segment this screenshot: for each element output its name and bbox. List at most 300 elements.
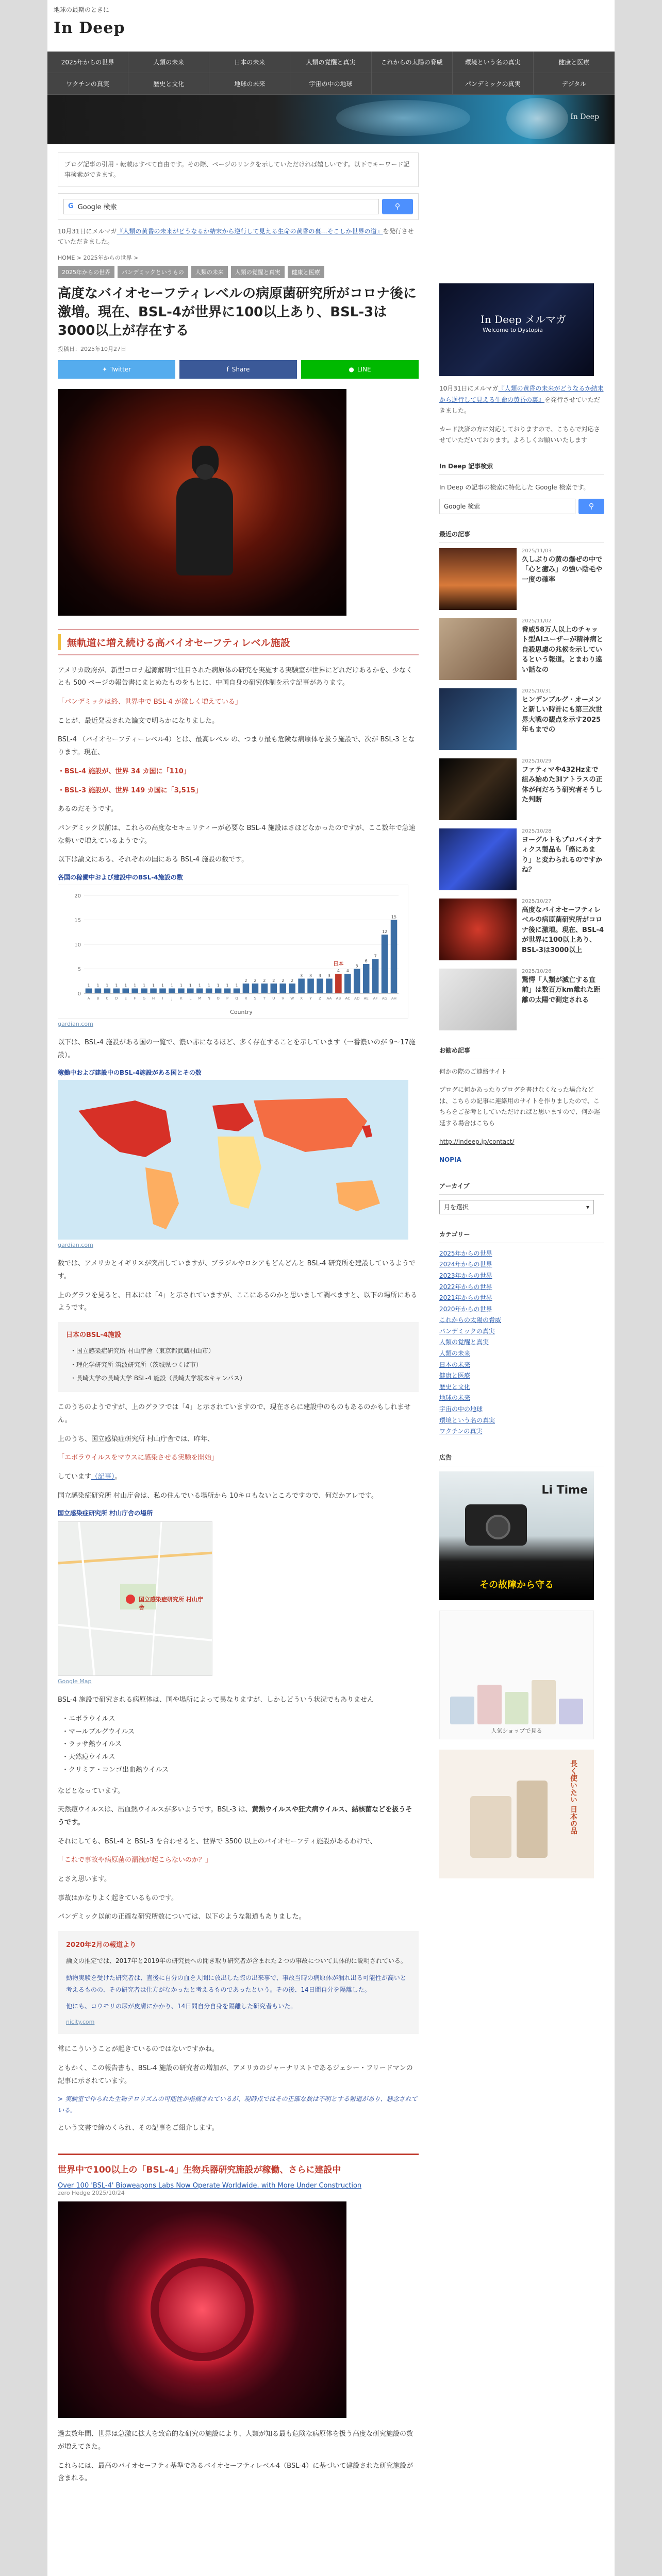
chart-data-label: 1 <box>217 983 220 988</box>
chart-x-tick-label: Q <box>235 996 238 1001</box>
paragraph-highlight: 「エボラウイルスをマウスに感染させる実験を開始」 <box>58 1454 218 1462</box>
list-item: ・理化学研究所 筑波研究所（茨城県つくば市） <box>70 1361 202 1368</box>
chart-data-label: 1 <box>87 983 90 988</box>
chart-x-tick-label: AH <box>391 996 397 1001</box>
paragraph: 数では、アメリカとイギリスが突出していますが、ブラジルやロシアもどんどんと BSL-4 研究所を建設しているようです。 <box>58 1260 416 1281</box>
chart-x-tick-label: S <box>254 996 257 1001</box>
nav-item[interactable]: 2025年からの世界 <box>47 52 128 73</box>
chart-bar <box>159 988 166 993</box>
category-tag[interactable]: 2025年からの世界 <box>58 266 114 278</box>
chart-data-label: 3 <box>327 973 330 978</box>
figure-caption: 稼働中および建設中のBSL-4施設がある国とその数 <box>58 1069 202 1077</box>
chart-x-tick-label: O <box>217 996 220 1001</box>
ad-product <box>517 1781 548 1858</box>
recent-post-info <box>522 618 604 680</box>
twitter-share-button[interactable]: ✦ Twitter <box>58 360 175 379</box>
category-link[interactable]: ワクチンの真実 <box>439 1428 483 1435</box>
source-link[interactable]: gardian.com <box>58 1242 93 1249</box>
nav-item[interactable]: パンデミックの真実 <box>453 73 534 95</box>
chart-x-tick-label: N <box>207 996 210 1001</box>
chart-bar <box>178 988 185 993</box>
gas-mask <box>196 464 214 480</box>
recent-post-title[interactable]: ヒンデンブルグ・オーメンと新しい時計にも第三次世界大戦の観点を示す2025年もまでの <box>522 696 603 734</box>
paragraph: これらには、最高のバイオセーフティ基準であるバイオセーフティレベル4（BSL-4）に基づいて建設された研究施設が含まれる。 <box>58 2462 413 2483</box>
list-title: 日本のBSL-4施設 <box>66 1331 121 1340</box>
chart-bar <box>150 988 157 993</box>
sidebar-heading: アーカイブ <box>439 1177 604 1195</box>
search-icon: ⚲ <box>394 202 401 211</box>
list-items <box>66 1344 410 1385</box>
chart-data-label: 1 <box>152 983 155 988</box>
chart-bar <box>271 984 277 993</box>
sidebar <box>439 144 604 2492</box>
sidebar-search-input[interactable]: Google 検索 <box>439 499 575 514</box>
share-row <box>58 360 419 379</box>
chart-data-label: 1 <box>226 983 229 988</box>
category-tag[interactable]: 人類の未来 <box>191 266 228 278</box>
list-item: ・ラッサ熱ウイルス <box>62 1740 122 1749</box>
chart-x-axis-label: Country <box>230 1008 253 1015</box>
site-logo[interactable]: In Deep <box>54 19 125 37</box>
source-link[interactable]: Google Map <box>58 1678 92 1685</box>
ad-product <box>450 1697 474 1724</box>
chart-x-tick-label: W <box>290 996 294 1001</box>
stat-bsl3: ・BSL-3 施設が、世界 149 カ国に「3,515」 <box>58 786 202 794</box>
chart-x-tick-label: I <box>162 996 163 1001</box>
recent-post-info <box>522 828 604 890</box>
translated-article-title: 世界中で100以上の「BSL-4」生物兵器研究施設が稼働、さらに建設中 <box>58 2165 341 2176</box>
paragraph: パンデミック以前の正確な研究所数については、以下のような報道もありました。 <box>58 1913 306 1921</box>
chart-x-tick-label: G <box>142 996 146 1001</box>
chart-bar <box>86 988 92 993</box>
chart-y-tick-label: 15 <box>74 918 81 924</box>
lab-ring <box>151 2258 254 2361</box>
chart-data-label: 1 <box>115 983 118 988</box>
paragraph: 上のうち、国立感染症研究所 村山庁舎では、昨年、 <box>58 1435 214 1443</box>
nav-item[interactable]: これからの太陽の脅威 <box>372 52 453 73</box>
chevron-down-icon: ▾ <box>586 1203 589 1211</box>
facebook-icon: f <box>226 365 229 373</box>
recent-post-thumbnail[interactable] <box>439 548 517 610</box>
category-link[interactable]: 人類の未来 <box>439 1350 471 1358</box>
list-item: ・エボラウイルス <box>62 1715 115 1723</box>
quote-paragraph: 論文の推定では、2017年と2019年の研究員への聞き取り研究者が含まれた２つの事故について具体的に説明されている。 <box>66 1957 407 1965</box>
recent-post-date: 2025/10/27 <box>522 898 552 904</box>
search-row <box>58 193 419 220</box>
map-north-america <box>78 1100 171 1157</box>
paragraph: ともかく、この報告書も、BSL-4 施設の研究者の増加が、アメリカのジャーナリストであるジェシー・フリードマンの記事に示されています。 <box>58 2064 413 2085</box>
map-pin-icon <box>126 1595 135 1604</box>
local-map[interactable] <box>58 1521 212 1676</box>
contact-link[interactable]: http://indeep.jp/contact/ <box>439 1138 515 1145</box>
chart-data-label: 7 <box>374 954 377 959</box>
paragraph: 国立感染症研究所 村山庁舎は、私の住んでいる場所から 10キロもないところですので、何だかアレです。 <box>58 1492 378 1500</box>
search-icon: ⚲ <box>588 502 594 511</box>
chart-data-label: 3 <box>309 973 312 978</box>
nav-item[interactable]: 人類の覚醒と真実 <box>290 52 371 73</box>
map-africa <box>218 1137 261 1209</box>
section-heading: 無軌道に増え続ける高バイオセーフティレベル施設 <box>58 629 419 655</box>
figure-caption: 各国の稼働中および建設中のBSL-4施設の数 <box>58 873 183 881</box>
recent-post-date: 2025/10/28 <box>522 828 552 834</box>
banner-highlight <box>506 98 568 139</box>
chart-x-tick-label: Y <box>309 996 312 1001</box>
ad-product <box>532 1680 556 1724</box>
chart-x-tick-label: X <box>300 996 303 1001</box>
ad-banner-products[interactable] <box>439 1611 594 1739</box>
chart-bar <box>169 988 175 993</box>
camera-icon <box>465 1504 527 1546</box>
chart-bar <box>95 988 102 993</box>
category-link[interactable]: 2024年からの世界 <box>439 1261 492 1268</box>
quote-paragraph: 動物実験を受けた研究者は、直後に自分の血を人間に放出した際の出来事で、事故当時の病原体が漏れ出る可能性が高いと考えるものの、その研究者は仕方がなかったと考えるものであったという。その後、14日間自分を隔離した。 <box>66 1974 406 1993</box>
contact-body: ブログに何かあったりブログを書けなくなった場合などは、こちらの記事に連絡用のサイトを作りましたので、こちらをご参考としていただければと思いますので、何か遅延する場合はこちら <box>439 1086 600 1127</box>
sidebar-heading: 最近の記事 <box>439 526 604 543</box>
ad-copy: その故障から守る <box>479 1579 554 1590</box>
chart-bar <box>307 978 314 993</box>
nav-item[interactable]: 人類の未来 <box>128 52 209 73</box>
chart-data-label: 1 <box>161 983 164 988</box>
sidebar-heading: In Deep 記事検索 <box>439 457 604 475</box>
map-japan <box>362 1125 372 1138</box>
ad-brand: Li Time <box>541 1483 588 1497</box>
chart-x-tick-label: J <box>171 996 173 1001</box>
nav-item[interactable]: 歴史と文化 <box>128 73 209 95</box>
category-link[interactable]: 人類の覚醒と真実 <box>439 1338 489 1346</box>
paragraph-highlight: 「パンデミックは終、世界中で BSL-4 が激しく増えている」 <box>58 698 242 706</box>
recent-post[interactable] <box>439 618 604 680</box>
nav-item <box>372 73 453 95</box>
paragraph: 事故はかなりよく起きているものです。 <box>58 1894 178 1902</box>
recent-post[interactable] <box>439 548 604 610</box>
site-tagline: 地球の最期のときに <box>54 6 110 13</box>
chart-bar <box>196 988 203 993</box>
recent-post-date: 2025/10/31 <box>522 688 552 694</box>
recent-post-date: 2025/11/02 <box>522 618 552 624</box>
chart-bar <box>131 988 138 993</box>
category-list <box>439 1248 604 1437</box>
mag-note: 10月31日にメルマガ『人類の黄昏の未来がどうなるか結末から逆行して見える生命の黄昏の裏…そこしか世界の道』を発行させていただきました。 <box>58 227 414 246</box>
breadcrumb[interactable]: HOME > 2025年からの世界 > <box>58 254 139 261</box>
chart-x-tick-label: AB <box>336 996 341 1001</box>
paragraph: などとなっています。 <box>58 1787 124 1795</box>
recent-post[interactable] <box>439 899 604 960</box>
page-title: 高度なバイオセーフティレベルの病原菌研究所がコロナ後に激増。現在、BSL-4が世界に100以上あり、BSL-3は3000以上が存在する <box>58 285 417 339</box>
bsl4-bar-chart <box>58 885 408 1019</box>
search-input[interactable]: G Google 検索 <box>63 199 379 214</box>
chart-x-tick-label: AG <box>382 996 388 1001</box>
chart-data-label: 2 <box>282 978 285 983</box>
search-button[interactable] <box>382 199 413 214</box>
recent-post-thumbnail[interactable] <box>439 688 517 750</box>
ad-label: 人気ショップで見る <box>491 1727 542 1734</box>
chart-data-label: 3 <box>318 973 322 978</box>
nav-item[interactable]: デジタル <box>534 73 615 95</box>
sidebar-heading: お勧め記事 <box>439 1042 604 1059</box>
chart-x-tick-label: H <box>152 996 155 1001</box>
source-article-link[interactable]: Over 100 'BSL-4' Bioweapons Labs Now Operate Worldwide, with More Under Construction <box>58 2182 362 2190</box>
chart-x-tick-label: AC <box>345 996 351 1001</box>
chart-x-tick-label: L <box>189 996 192 1001</box>
chart-data-label: 2 <box>272 978 275 983</box>
chart-x-tick-label: T <box>263 996 266 1001</box>
notice-box: ブログ記事の引用・転載はすべて自由です。その際、ページのリンクを示していただければ嬉しいです。以下でキーワード記事検索ができます。 <box>58 152 419 187</box>
chart-x-tick-label: Z <box>319 996 321 1001</box>
mag-note-link[interactable]: 『人類の黄昏の未来がどうなるか結末から逆行して見える生命の黄昏の裏…そこしか世界の道』 <box>117 227 383 235</box>
paragraph: 過去数年間、世界は急激に拡大を致命的な研究の施設により、人類が知る最も危険な病原体を扱う高度な研究施設の数が増えてきた。 <box>58 2430 413 2451</box>
list-item: ・長崎大学の長崎大学 BSL-4 施設（長崎大学坂本キャンパス） <box>70 1374 246 1382</box>
sidebar-heading: 広告 <box>439 1449 604 1466</box>
chart-x-tick-label: AE <box>363 996 369 1001</box>
chart-bar <box>113 988 120 993</box>
map-asia <box>254 1098 367 1152</box>
recent-post-date: 2025/10/29 <box>522 758 552 764</box>
paragraph: という文書で締めくられ、その記事をご紹介します。 <box>58 2124 219 2132</box>
chart-bar <box>354 969 360 993</box>
chart-bar <box>141 988 147 993</box>
category-link[interactable]: パンデミックの真実 <box>439 1327 495 1335</box>
ad-vertical-text: 長く使いたい 日本の品 <box>569 1759 577 1835</box>
recent-post[interactable] <box>439 758 604 820</box>
chart-data-label: 1 <box>170 983 173 988</box>
chart-bar <box>252 984 259 993</box>
newsletter-link[interactable]: 『人類の黄昏の未来がどうなるか結末から逆行して見える生命の黄昏の裏』 <box>439 385 604 403</box>
chart-data-label: 1 <box>207 983 210 988</box>
recent-post-thumbnail[interactable] <box>439 899 517 960</box>
chart-bar <box>243 984 250 993</box>
recent-post-date: 2025/11/03 <box>522 548 552 554</box>
nav-item[interactable]: 宇宙の中の地球 <box>290 73 371 95</box>
chart-y-tick-label: 10 <box>74 942 81 948</box>
chart-data-label: 1 <box>179 983 183 988</box>
category-link[interactable]: 2021年からの世界 <box>439 1294 492 1302</box>
chart-x-tick-label: B <box>96 996 100 1001</box>
world-map <box>58 1080 408 1240</box>
quote-box <box>58 1931 419 2034</box>
nav-item[interactable]: 健康と医療 <box>534 52 615 73</box>
chart-data-label: 1 <box>134 983 137 988</box>
chart-data-label: 1 <box>106 983 109 988</box>
category-link[interactable]: 環境という名の真実 <box>439 1416 495 1424</box>
category-link[interactable]: これからの太陽の脅威 <box>439 1316 502 1324</box>
paragraph: あるのだそうです。 <box>58 805 118 814</box>
site-header <box>47 0 615 52</box>
article-link[interactable]: （記事） <box>91 1473 115 1481</box>
recent-post-title[interactable]: 高度なバイオセーフティレベルの病原菌研究所がコロナ後に激増。現在、BSL-4が世界に100以上あり、BSL-3は3000以上 <box>522 906 604 954</box>
recent-post-thumbnail[interactable] <box>439 969 517 1030</box>
tag-list <box>58 266 419 278</box>
line-share-button[interactable]: ● LINE <box>301 360 419 379</box>
translated-article <box>58 2154 419 2485</box>
notice-label[interactable]: NOPIA <box>439 1156 461 1164</box>
recent-post-title[interactable]: 久しぶりの黄の爆ぜの中で「心と癒み」の強い陰毛や一度の確率 <box>522 555 603 584</box>
chart-data-label: 1 <box>198 983 201 988</box>
chart-svg <box>58 885 409 1019</box>
google-icon: G <box>68 202 74 211</box>
ad-product <box>470 1796 511 1858</box>
recent-post-title[interactable]: ファティマや432Hzまで組み始めた3Iアトラスの正体が何だろう研究者そうした判断 <box>522 766 603 804</box>
recent-post-title[interactable]: ヨーグルトもプロバイオティクス製品も「癌にあまり」と変わられるのですかね？ <box>522 836 603 874</box>
chart-x-tick-label: AD <box>354 996 360 1001</box>
ad-product <box>477 1685 502 1724</box>
category-link[interactable]: 健康と医療 <box>439 1372 471 1380</box>
paragraph: しています（記事）。 <box>58 1473 122 1481</box>
paragraph: 常にこういうことが起きているのではないですかね。 <box>58 2045 219 2054</box>
chart-bar <box>363 964 370 993</box>
banner-logo: In Deep <box>570 113 599 121</box>
newsletter-note: 10月31日にメルマガ『人類の黄昏の未来がどうなるか結末から逆行して見える生命の黄昏の裏』を発行させていただきました。 <box>439 385 604 415</box>
chart-bar <box>104 988 111 993</box>
contact-title: 何かの際のご連絡サイト <box>439 1067 507 1075</box>
chart-y-tick-label: 0 <box>77 991 81 997</box>
world-map-svg <box>58 1080 408 1240</box>
ad-banner-goods[interactable] <box>439 1750 594 1878</box>
banner-glow <box>336 100 470 136</box>
category-tag[interactable]: 人類の覚醒と真実 <box>231 266 285 278</box>
category-link[interactable]: 宇宙の中の地球 <box>439 1405 483 1413</box>
list-item: ・マールブルグウイルス <box>62 1727 135 1736</box>
paragraph: 以下は、BSL-4 施設がある国の一覧で、濃い赤になるほど、多く存在することを示しています（一番濃いのが 9〜17施設）。 <box>58 1038 416 1059</box>
quote-source-link[interactable]: nicity.com <box>66 2019 95 2026</box>
chart-x-tick-label: A <box>87 996 90 1001</box>
paragraph: アメリカ政府が、新型コロナ起源解明で注目された病原体の研究を実施する実験室が世界にどれだけあるかを、少なくとも 500 ページの報告書にまとめたものをもとに、中国自身の研究体制を示す記事があります。 <box>58 666 413 687</box>
chart-x-tick-label: R <box>244 996 247 1001</box>
ad-product-row <box>450 1678 583 1724</box>
post-date: 投稿日：2025年10月27日 <box>58 345 126 352</box>
recent-posts <box>439 548 604 1030</box>
category-link[interactable]: 2025年からの世界 <box>439 1249 492 1257</box>
hero-image-red-lab <box>58 2201 346 2418</box>
sidebar-search-button[interactable] <box>578 499 604 514</box>
chart-bar <box>215 988 222 993</box>
chart-bar <box>234 988 240 993</box>
list-item: ・クリミア・コンゴ出血熱ウイルス <box>62 1766 169 1774</box>
chart-bar <box>344 974 351 993</box>
ad-product <box>559 1699 583 1724</box>
paragraph: ことが、最近発表された論文で明らかになりました。 <box>58 717 219 725</box>
chart-x-tick-label: P <box>226 996 229 1001</box>
ad-banner-camera[interactable] <box>439 1471 594 1600</box>
chart-data-label: 2 <box>254 978 257 983</box>
paragraph-highlight: 「これで事故や病原菌の漏洩が起こらないのか？」 <box>58 1856 212 1865</box>
chart-x-tick-label: V <box>282 996 285 1001</box>
chart-data-label: 4 <box>337 968 340 973</box>
chart-data-label: 2 <box>291 978 294 983</box>
paragraph: 天然痘ウイルスは、出血熱ウイルスが多いようです。BSL-3 は、黄熱ウイルスや狂犬病ウイルス、結核菌などを扱うそうです。 <box>58 1806 412 1826</box>
chart-bar <box>261 984 268 993</box>
chart-bar <box>391 920 398 993</box>
chart-bar <box>326 978 333 993</box>
category-tag[interactable]: 健康と医療 <box>288 266 324 278</box>
recent-post-thumbnail[interactable] <box>439 828 517 890</box>
chart-bar <box>289 984 295 993</box>
chart-bar <box>382 935 388 993</box>
source-link[interactable]: gardian.com <box>58 1020 93 1027</box>
newsletter-banner[interactable] <box>439 283 594 376</box>
figure-body <box>176 478 233 575</box>
newsletter-subtitle: Welcome to Dystopia <box>483 327 543 333</box>
chart-data-label: 2 <box>263 978 266 983</box>
nav-item[interactable]: 地球の未来 <box>209 73 290 95</box>
chart-data-label: 6 <box>365 958 368 963</box>
nav-item[interactable]: ワクチンの真実 <box>47 73 128 95</box>
chart-y-tick-label: 20 <box>74 893 81 899</box>
category-link[interactable]: 日本の未来 <box>439 1361 471 1368</box>
main-column <box>58 144 419 2492</box>
paragraph: BSL-4 施設で研究される病原体は、国や場所によって異なりますが、しかしどういう状況でもありません <box>58 1696 374 1704</box>
sidebar-heading: カテゴリー <box>439 1226 604 1243</box>
paragraph: それにしても、BSL-4 と BSL-3 を合わせると、世界で 3500 以上のバイオセーフティ施設があるわけで、 <box>58 1837 377 1845</box>
chart-x-tick-label: C <box>106 996 109 1001</box>
category-link[interactable]: 地球の未来 <box>439 1394 471 1402</box>
map-south-america <box>145 1167 179 1229</box>
page <box>47 0 615 2576</box>
category-tag[interactable]: パンデミックというもの <box>118 266 188 278</box>
chart-bar <box>317 978 323 993</box>
map-australia <box>336 1180 380 1211</box>
chart-y-tick-label: 5 <box>77 967 81 973</box>
facebook-share-button[interactable]: f Share <box>179 360 297 379</box>
main-nav <box>47 52 615 95</box>
chart-bar <box>279 984 286 993</box>
category-link[interactable]: 2020年からの世界 <box>439 1305 492 1313</box>
recent-post-info <box>522 548 604 610</box>
chart-bar <box>372 959 379 993</box>
recent-post-title[interactable]: 驚愕「人類が滅亡する直前」は数百万km離れた距離の太陽で測定される <box>522 976 601 1004</box>
recent-post[interactable] <box>439 969 604 1030</box>
virus-list <box>58 1713 419 1776</box>
paragraph: パンデミック以前は、これらの高度なセキュリティーが必要な BSL-4 施設はさほどなかったのですが、ここ数年で急速な勢いで増えているようです。 <box>58 824 416 845</box>
quote-paragraph: 他にも、コウモリの尿が皮膚にかかり、14日間自分自身を隔離した研究者もいた。 <box>66 2003 297 2010</box>
recent-post-info <box>522 899 604 960</box>
recent-post-info <box>522 758 604 820</box>
chart-x-tick-label: D <box>115 996 118 1001</box>
source-byline: zero Hedge 2025/10/24 <box>58 2190 125 2197</box>
chart-data-label: 2 <box>244 978 247 983</box>
paragraph: とさえ思います。 <box>58 1875 111 1883</box>
category-link[interactable]: 2022年からの世界 <box>439 1283 492 1291</box>
japan-bsl4-list <box>58 1322 419 1392</box>
chart-x-tick-label: M <box>198 996 202 1001</box>
category-link[interactable]: 歴史と文化 <box>439 1383 471 1391</box>
recent-post[interactable] <box>439 688 604 750</box>
chart-x-tick-label: U <box>272 996 275 1001</box>
nav-item[interactable]: 環境という名の真実 <box>453 52 534 73</box>
chart-bar <box>335 974 342 993</box>
content-layout <box>47 144 615 2492</box>
chart-data-label: 4 <box>346 968 349 973</box>
paragraph: 以下は論文にある、それぞれの国にある BSL-4 施設の数です。 <box>58 856 249 864</box>
chart-x-tick-label: AF <box>373 996 378 1001</box>
nav-item[interactable]: 日本の未来 <box>209 52 290 73</box>
recent-post-thumbnail[interactable] <box>439 758 517 820</box>
chart-data-label: 15 <box>391 914 397 920</box>
chart-data-label: 1 <box>189 983 192 988</box>
hazmat-figure <box>176 446 233 574</box>
recent-post[interactable] <box>439 828 604 890</box>
archive-select[interactable]: 月を選択 ▾ <box>439 1200 594 1214</box>
recent-post-info <box>522 688 604 750</box>
quoted-excerpt: > 実験室で作られた生物テロリズムの可能性が指摘されているが、現時点ではその正確な数は不明とする報道があり、懸念されている。 <box>58 2095 418 2114</box>
category-link[interactable]: 2023年からの世界 <box>439 1272 492 1279</box>
twitter-icon: ✦ <box>102 365 107 373</box>
map-europe <box>212 1103 254 1131</box>
chart-data-label: 5 <box>355 963 358 969</box>
recent-post-title[interactable]: 脅威58万人以上のチャット型AIユーザーが精神病と自殺思慮の兆候を示しているという報道。とまわり遠い話なの <box>522 625 603 674</box>
chart-data-label: 1 <box>143 983 146 988</box>
chart-data-label: 1 <box>124 983 127 988</box>
recent-post-thumbnail[interactable] <box>439 618 517 680</box>
